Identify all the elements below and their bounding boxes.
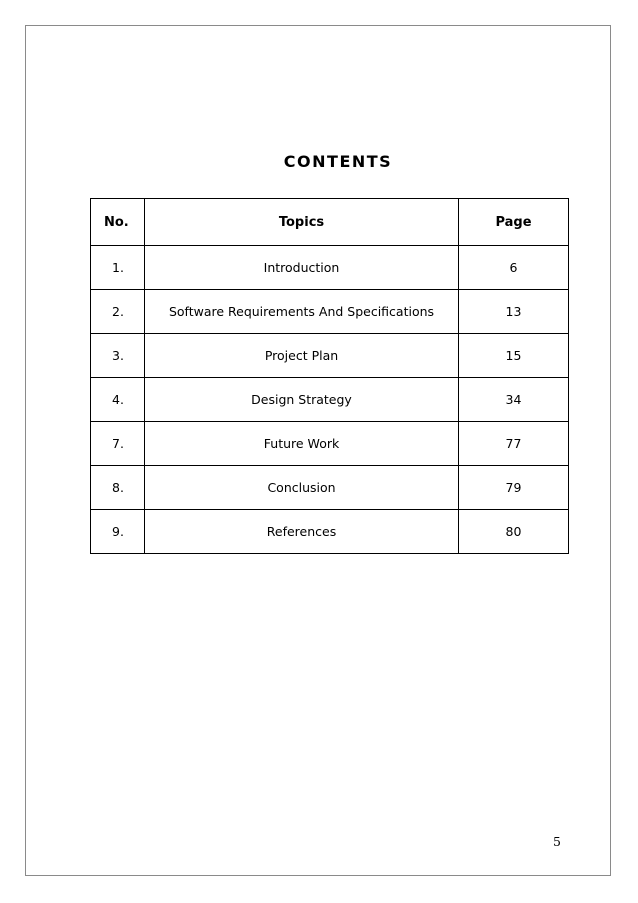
row-page: 34 bbox=[459, 378, 569, 422]
row-page: 77 bbox=[459, 422, 569, 466]
table-row bbox=[91, 246, 569, 290]
row-page: 80 bbox=[459, 510, 569, 554]
row-number: 3. bbox=[91, 334, 145, 378]
table-row bbox=[91, 422, 569, 466]
row-page: 79 bbox=[459, 466, 569, 510]
contents-table bbox=[90, 198, 569, 554]
table-row bbox=[91, 334, 569, 378]
contents-title: CONTENTS bbox=[283, 152, 393, 171]
row-topic: Future Work bbox=[145, 422, 459, 466]
row-number: 4. bbox=[91, 378, 145, 422]
row-number: 7. bbox=[91, 422, 145, 466]
row-page: 13 bbox=[459, 290, 569, 334]
header-topics: Topics bbox=[145, 199, 459, 246]
row-number: 1. bbox=[91, 246, 145, 290]
row-page: 6 bbox=[459, 246, 569, 290]
row-topic: Conclusion bbox=[145, 466, 459, 510]
row-number: 9. bbox=[91, 510, 145, 554]
row-topic: Introduction bbox=[145, 246, 459, 290]
table-header-row bbox=[91, 199, 569, 246]
table-row bbox=[91, 510, 569, 554]
row-topic: Software Requirements And Specifications bbox=[145, 290, 459, 334]
page-number: 5 bbox=[553, 834, 561, 849]
table-row bbox=[91, 378, 569, 422]
table-row bbox=[91, 466, 569, 510]
header-no: No. bbox=[91, 199, 145, 246]
header-page: Page bbox=[459, 199, 569, 246]
row-number: 8. bbox=[91, 466, 145, 510]
row-topic: Design Strategy bbox=[145, 378, 459, 422]
row-number: 2. bbox=[91, 290, 145, 334]
row-topic: References bbox=[145, 510, 459, 554]
row-page: 15 bbox=[459, 334, 569, 378]
row-topic: Project Plan bbox=[145, 334, 459, 378]
table-row bbox=[91, 290, 569, 334]
